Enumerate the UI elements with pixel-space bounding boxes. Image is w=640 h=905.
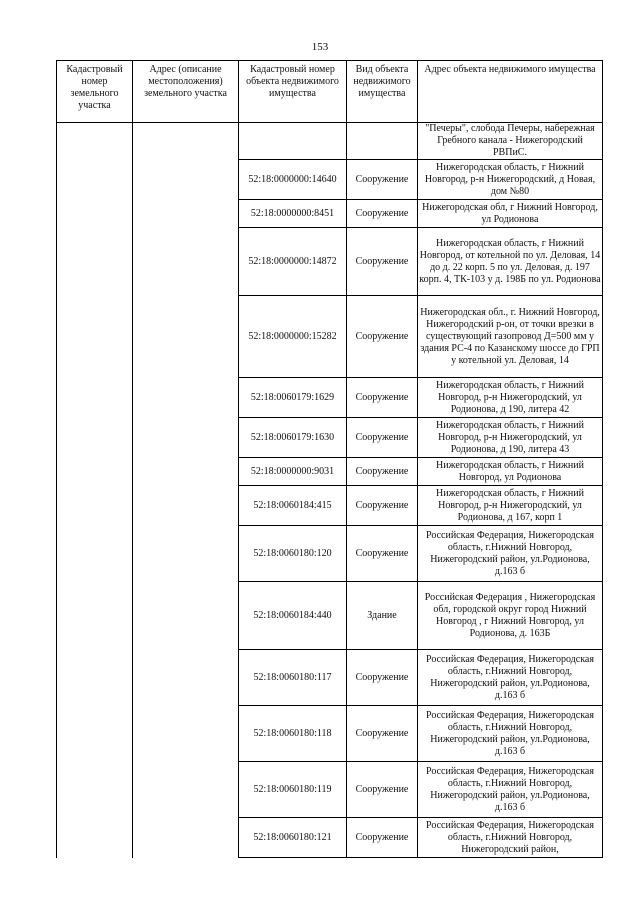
table-row [57,123,603,160]
land-cadastral-cell [57,296,133,378]
object-address: Нижегородская область, г Нижний Новгород, р-н Нижегородский, д Новая, дом №80 [418,160,603,200]
object-address: Нижегородская область, г Нижний Новгород, р-н Нижегородский, ул Родионова, д 190, литера 42 [418,378,603,418]
header-object-cadastral-number: Кадастровый номер объекта недвижимого имущества [239,61,347,123]
land-address-cell [133,486,239,526]
table-row [57,378,603,418]
object-type: Здание [347,582,418,650]
object-type: Сооружение [347,160,418,200]
object-type: Сооружение [347,762,418,818]
land-address-cell [133,650,239,706]
object-address: Нижегородская обл, г Нижний Новгород, ул Родионова [418,200,603,228]
table-row [57,582,603,650]
table-row [57,160,603,200]
land-address-cell [133,706,239,762]
object-cadastral-number: 52:18:0060179:1629 [239,378,347,418]
object-cadastral-number: 52:18:0000000:8451 [239,200,347,228]
land-cadastral-cell [57,123,133,160]
land-cadastral-cell [57,818,133,858]
header-object-type: Вид объекта недвижимого имущества [347,61,418,123]
land-address-cell [133,818,239,858]
land-address-cell [133,526,239,582]
object-address: Нижегородская область, г Нижний Новгород, р-н Нижегородский, ул Родионова, д 167, корп 1 [418,486,603,526]
header-object-address: Адрес объекта недвижимого имущества [418,61,603,123]
land-address-cell [133,418,239,458]
page-number: 153 [311,41,329,53]
object-cadastral-number: 52:18:0000000:14640 [239,160,347,200]
object-cadastral-number: 52:18:0060180:118 [239,706,347,762]
table-row [57,200,603,228]
object-address: Нижегородская область, г Нижний Новгород, ул Родионова [418,458,603,486]
land-cadastral-cell [57,378,133,418]
object-cadastral-number: 52:18:0060180:119 [239,762,347,818]
object-cadastral-number: 52:18:0060184:415 [239,486,347,526]
object-address: Российская Федерация, Нижегородская область, г.Нижний Новгород, Нижегородский район, [418,818,603,858]
object-address: Нижегородская область, г Нижний Новгород, р-н Нижегородский, ул Родионова, д 190, литера 43 [418,418,603,458]
land-address-cell [133,762,239,818]
object-type: Сооружение [347,200,418,228]
land-cadastral-cell [57,762,133,818]
object-address: Российская Федерация, Нижегородская область, г.Нижний Новгород, Нижегородский район, ул.Родионова, д.163 б [418,526,603,582]
header-land-cadastral-number: Кадастровый номер земельного участка [57,61,133,123]
table-row [57,818,603,858]
object-type: Сооружение [347,296,418,378]
table-row [57,486,603,526]
land-address-cell [133,123,239,160]
object-cadastral-number: 52:18:0060180:117 [239,650,347,706]
object-cadastral-number: 52:18:0060180:120 [239,526,347,582]
land-address-cell [133,378,239,418]
land-cadastral-cell [57,200,133,228]
land-address-cell [133,458,239,486]
header-land-address: Адрес (описание местоположения) земельного участка [133,61,239,123]
object-address: "Печеры", слобода Печеры, набережная Гребного канала - Нижегородский РВПиС. [418,123,603,160]
object-cadastral-number [239,123,347,160]
land-address-cell [133,200,239,228]
table-row [57,650,603,706]
object-address: Российская Федерация, Нижегородская область, г.Нижний Новгород, Нижегородский район, ул.Родионова, д.163 б [418,650,603,706]
object-type: Сооружение [347,418,418,458]
table-row [57,228,603,296]
land-cadastral-cell [57,706,133,762]
land-address-cell [133,160,239,200]
object-address: Нижегородская обл., г. Нижний Новгород, Нижегородский р-он, от точки врезки в существующий газопровод Д=500 мм у здания РС-4 по Казанскому шоссе до ГРП у котельной ул. Деловая, 14 [418,296,603,378]
table-row [57,458,603,486]
land-address-cell [133,296,239,378]
object-address: Нижегородская область, г Нижний Новгород, от котельной по ул. Деловая, 14 до д. 22 корп. 5 по ул. Деловая, д. 197 корп. 4, ТК-103 у д. 198Б по ул. Родионова [418,228,603,296]
object-type: Сооружение [347,650,418,706]
object-cadastral-number: 52:18:0000000:14872 [239,228,347,296]
object-type: Сооружение [347,526,418,582]
land-cadastral-cell [57,418,133,458]
object-cadastral-number: 52:18:0060184:440 [239,582,347,650]
land-cadastral-cell [57,160,133,200]
object-cadastral-number: 52:18:0000000:9031 [239,458,347,486]
land-address-cell [133,228,239,296]
property-table [56,60,603,858]
object-type: Сооружение [347,378,418,418]
land-cadastral-cell [57,228,133,296]
table-header-row [57,61,603,123]
object-address: Российская Федерация, Нижегородская область, г.Нижний Новгород, Нижегородский район, ул.Родионова, д.163 б [418,762,603,818]
table-row [57,762,603,818]
table-row [57,526,603,582]
object-cadastral-number: 52:18:0060180:121 [239,818,347,858]
land-cadastral-cell [57,650,133,706]
object-address: Российская Федерация , Нижегородская обл, городской округ город Нижний Новгород , г Нижний Новгород, ул Родионова, д. 163Б [418,582,603,650]
table-row [57,706,603,762]
land-cadastral-cell [57,458,133,486]
object-type: Сооружение [347,706,418,762]
land-address-cell [133,582,239,650]
object-type [347,123,418,160]
land-cadastral-cell [57,582,133,650]
object-type: Сооружение [347,818,418,858]
object-type: Сооружение [347,228,418,296]
object-type: Сооружение [347,458,418,486]
land-cadastral-cell [57,526,133,582]
object-cadastral-number: 52:18:0000000:15282 [239,296,347,378]
object-address: Российская Федерация, Нижегородская область, г.Нижний Новгород, Нижегородский район, ул.Родионова, д.163 б [418,706,603,762]
object-type: Сооружение [347,486,418,526]
land-cadastral-cell [57,486,133,526]
table-row [57,418,603,458]
object-cadastral-number: 52:18:0060179:1630 [239,418,347,458]
table-row [57,296,603,378]
